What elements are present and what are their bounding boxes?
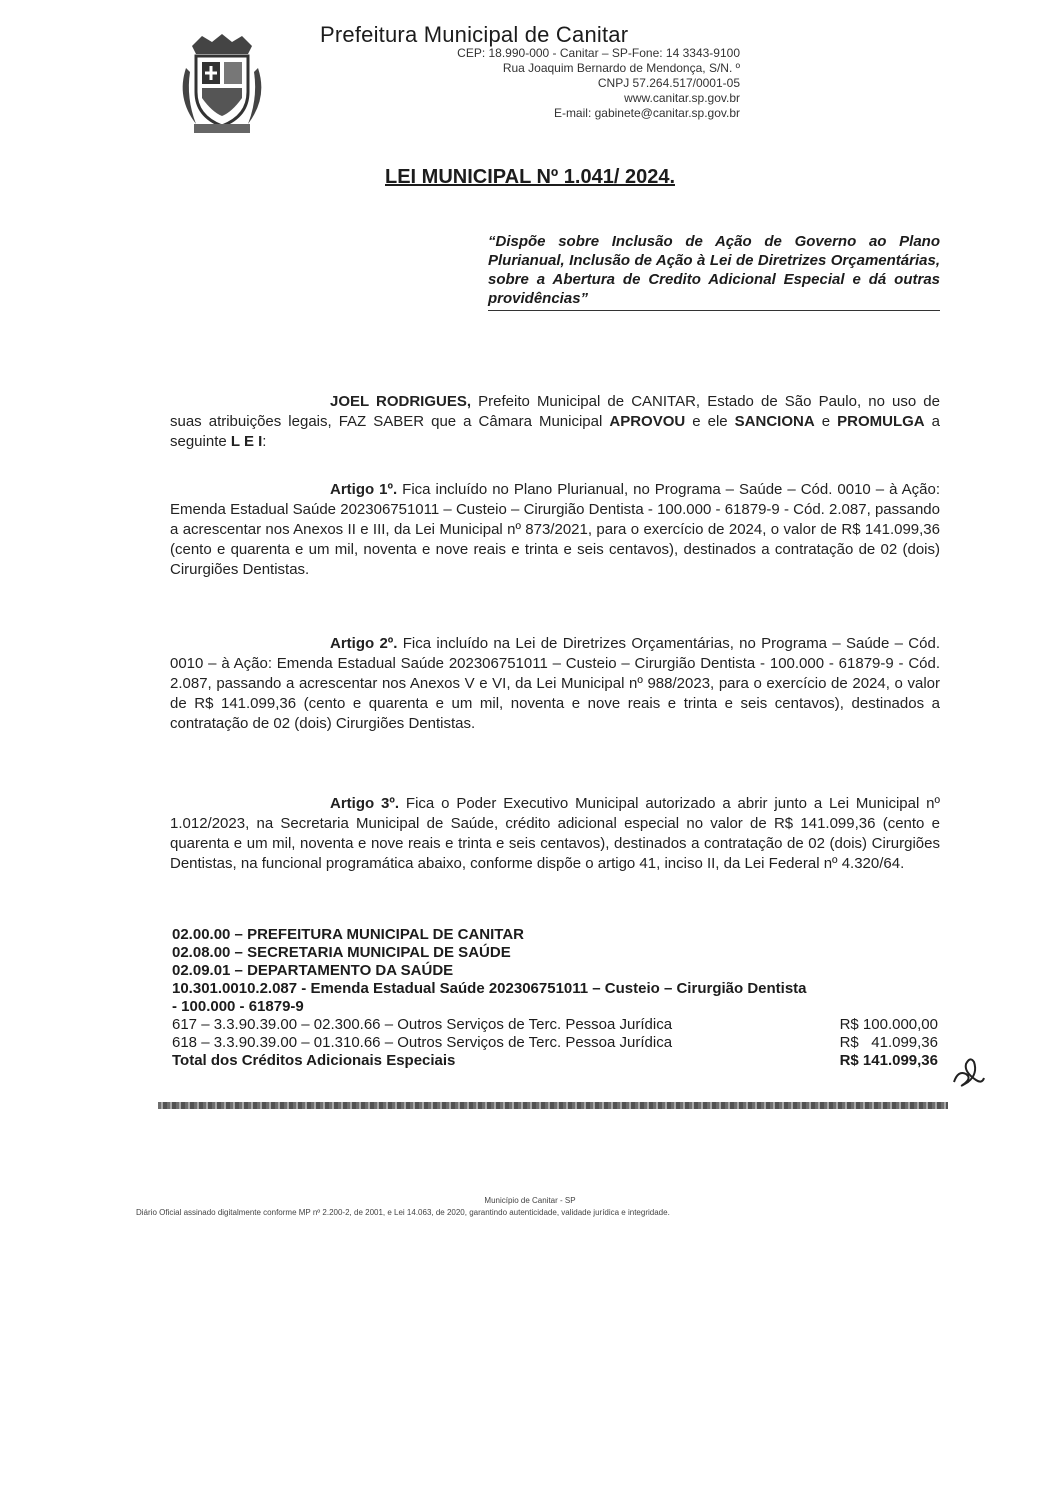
budget-row xyxy=(172,1034,942,1052)
cnpj-line: CNPJ 57.264.517/0001-05 xyxy=(597,76,740,90)
budget-line: 02.00.00 – PREFEITURA MUNICIPAL DE CANITAR xyxy=(172,926,525,943)
website-line: www.canitar.sp.gov.br xyxy=(624,91,740,105)
law-title: LEI MUNICIPAL Nº 1.041/ 2024. xyxy=(385,166,675,188)
intro-text: a seguinte xyxy=(170,413,940,450)
municipality-contact-block xyxy=(320,46,740,121)
article-3 xyxy=(170,794,940,874)
municipality-title: Prefeitura Municipal de Canitar xyxy=(320,22,629,47)
article-2 xyxy=(170,634,940,734)
address-line: Rua Joaquim Bernardo de Mendonça, S/N. º xyxy=(502,61,740,75)
intro-text: : xyxy=(262,433,267,450)
budget-allocation xyxy=(172,926,942,1070)
email-line: E-mail: gabinete@canitar.sp.gov.br xyxy=(553,106,740,120)
budget-row-amount: R$ 100.000,00 xyxy=(839,1016,938,1033)
intro-text: e ele xyxy=(685,413,735,430)
footer-municipality: Município de Canitar - SP xyxy=(484,1196,576,1205)
budget-total-desc: Total dos Créditos Adicionais Especiais xyxy=(172,1052,456,1069)
aprovou-text: APROVOU xyxy=(609,413,686,430)
divider-bar xyxy=(158,1102,948,1109)
budget-line: 02.08.00 – SECRETARIA MUNICIPAL DE SAÚDE xyxy=(172,944,511,961)
budget-total-amount: R$ 141.099,36 xyxy=(839,1052,938,1069)
article-1 xyxy=(170,480,940,580)
budget-row xyxy=(172,1016,942,1034)
footer-digital-signature-note: Diário Oficial assinado digitalmente conforme MP nº 2.200-2, de 2001, e Lei 14.063, de 2020, garantindo autenticidade, validade jurídica e integridade. xyxy=(136,1208,670,1217)
mayor-name: JOEL RODRIGUES, xyxy=(330,393,472,410)
budget-row-desc: 617 – 3.3.90.39.00 – 02.300.66 – Outros Serviços de Terc. Pessoa Jurídica xyxy=(172,1016,673,1033)
article-label: Artigo 2º. xyxy=(330,635,398,652)
budget-line: 02.09.01 – DEPARTAMENTO DA SAÚDE xyxy=(172,962,454,979)
intro-paragraph xyxy=(170,392,940,452)
promulga-text: PROMULGA xyxy=(837,413,925,430)
sanciona-text: SANCIONA xyxy=(734,413,815,430)
article-text: Fica o Poder Executivo Municipal autorizado a abrir junto a Lei Municipal nº 1.012/2023, na Secretaria Municipal de Saúde, crédito adicional especial no valor de R$ 141.099,36 (cento e quarenta e um mil, noventa e nove reais e trinta e seis centavos), destinados a contratação de 02 (dois) Cirurgiões Dentistas, na funcional programática abaixo, conforme dispõe o artigo 41, inciso II, da Lei Federal nº 4.320/64. xyxy=(170,795,940,872)
article-text: Fica incluído na Lei de Diretrizes Orçamentárias, no Programa – Saúde – Cód. 0010 – à Ação: Emenda Estadual Saúde 202306751011 – Custeio – Cirurgião Dentista - 100.000 - 61879-9 - Cód. 2.087, passando a acrescentar nos Anexos V e VI, da Lei Municipal nº 988/2023, para o exercício de 2024, o valor de R$ 141.099,36 (cento e quarenta e um mil, noventa e nove reais e trinta e seis centavos), destinados a contratação de 02 (dois) Cirurgiões Dentistas. xyxy=(170,635,940,732)
budget-row-amount: R$ 41.099,36 xyxy=(839,1034,938,1051)
article-text: Fica incluído no Plano Plurianual, no Programa – Saúde – Cód. 0010 – à Ação: Emenda Estadual Saúde 202306751011 – Custeio – Cirurgião Dentista - 100.000 - 61879-9 - Cód. 2.087, passando a acrescentar nos Anexos II e III, da Lei Municipal nº 873/2021, para o exercício de 2024, o valor de R$ 141.099,36 (cento e quarenta e um mil, noventa e nove reais e trinta e seis centavos), destinados a contratação de 02 (dois) Cirurgiões Dentistas. xyxy=(170,481,940,578)
municipal-crest-icon xyxy=(172,28,272,138)
budget-line: 10.301.0010.2.087 - Emenda Estadual Saúde 202306751011 – Custeio – Cirurgião Dentista xyxy=(172,980,807,997)
intro-text: Prefeito Municipal de CANITAR, Estado de São Paulo, no uso de suas atribuições legais, FAZ SABER que a Câmara Municipal xyxy=(170,393,940,430)
initials-signature-icon xyxy=(948,1052,988,1092)
article-label: Artigo 3º. xyxy=(330,795,400,812)
cep-phone-line: CEP: 18.990-000 - Canitar – SP-Fone: 14 3343-9100 xyxy=(457,46,740,60)
budget-total-row xyxy=(172,1052,942,1070)
law-summary: “Dispõe sobre Inclusão de Ação de Governo ao Plano Plurianual, Inclusão de Ação à Lei de Diretrizes Orçamentárias, sobre a Abertura de Credito Adicional Especial e dá outras providências” xyxy=(488,232,940,311)
budget-line: - 100.000 - 61879-9 xyxy=(172,998,304,1015)
intro-text: e xyxy=(814,413,838,430)
lei-text: L E I xyxy=(230,433,263,450)
article-label: Artigo 1º. xyxy=(330,481,398,498)
budget-row-desc: 618 – 3.3.90.39.00 – 01.310.66 – Outros Serviços de Terc. Pessoa Jurídica xyxy=(172,1034,673,1051)
